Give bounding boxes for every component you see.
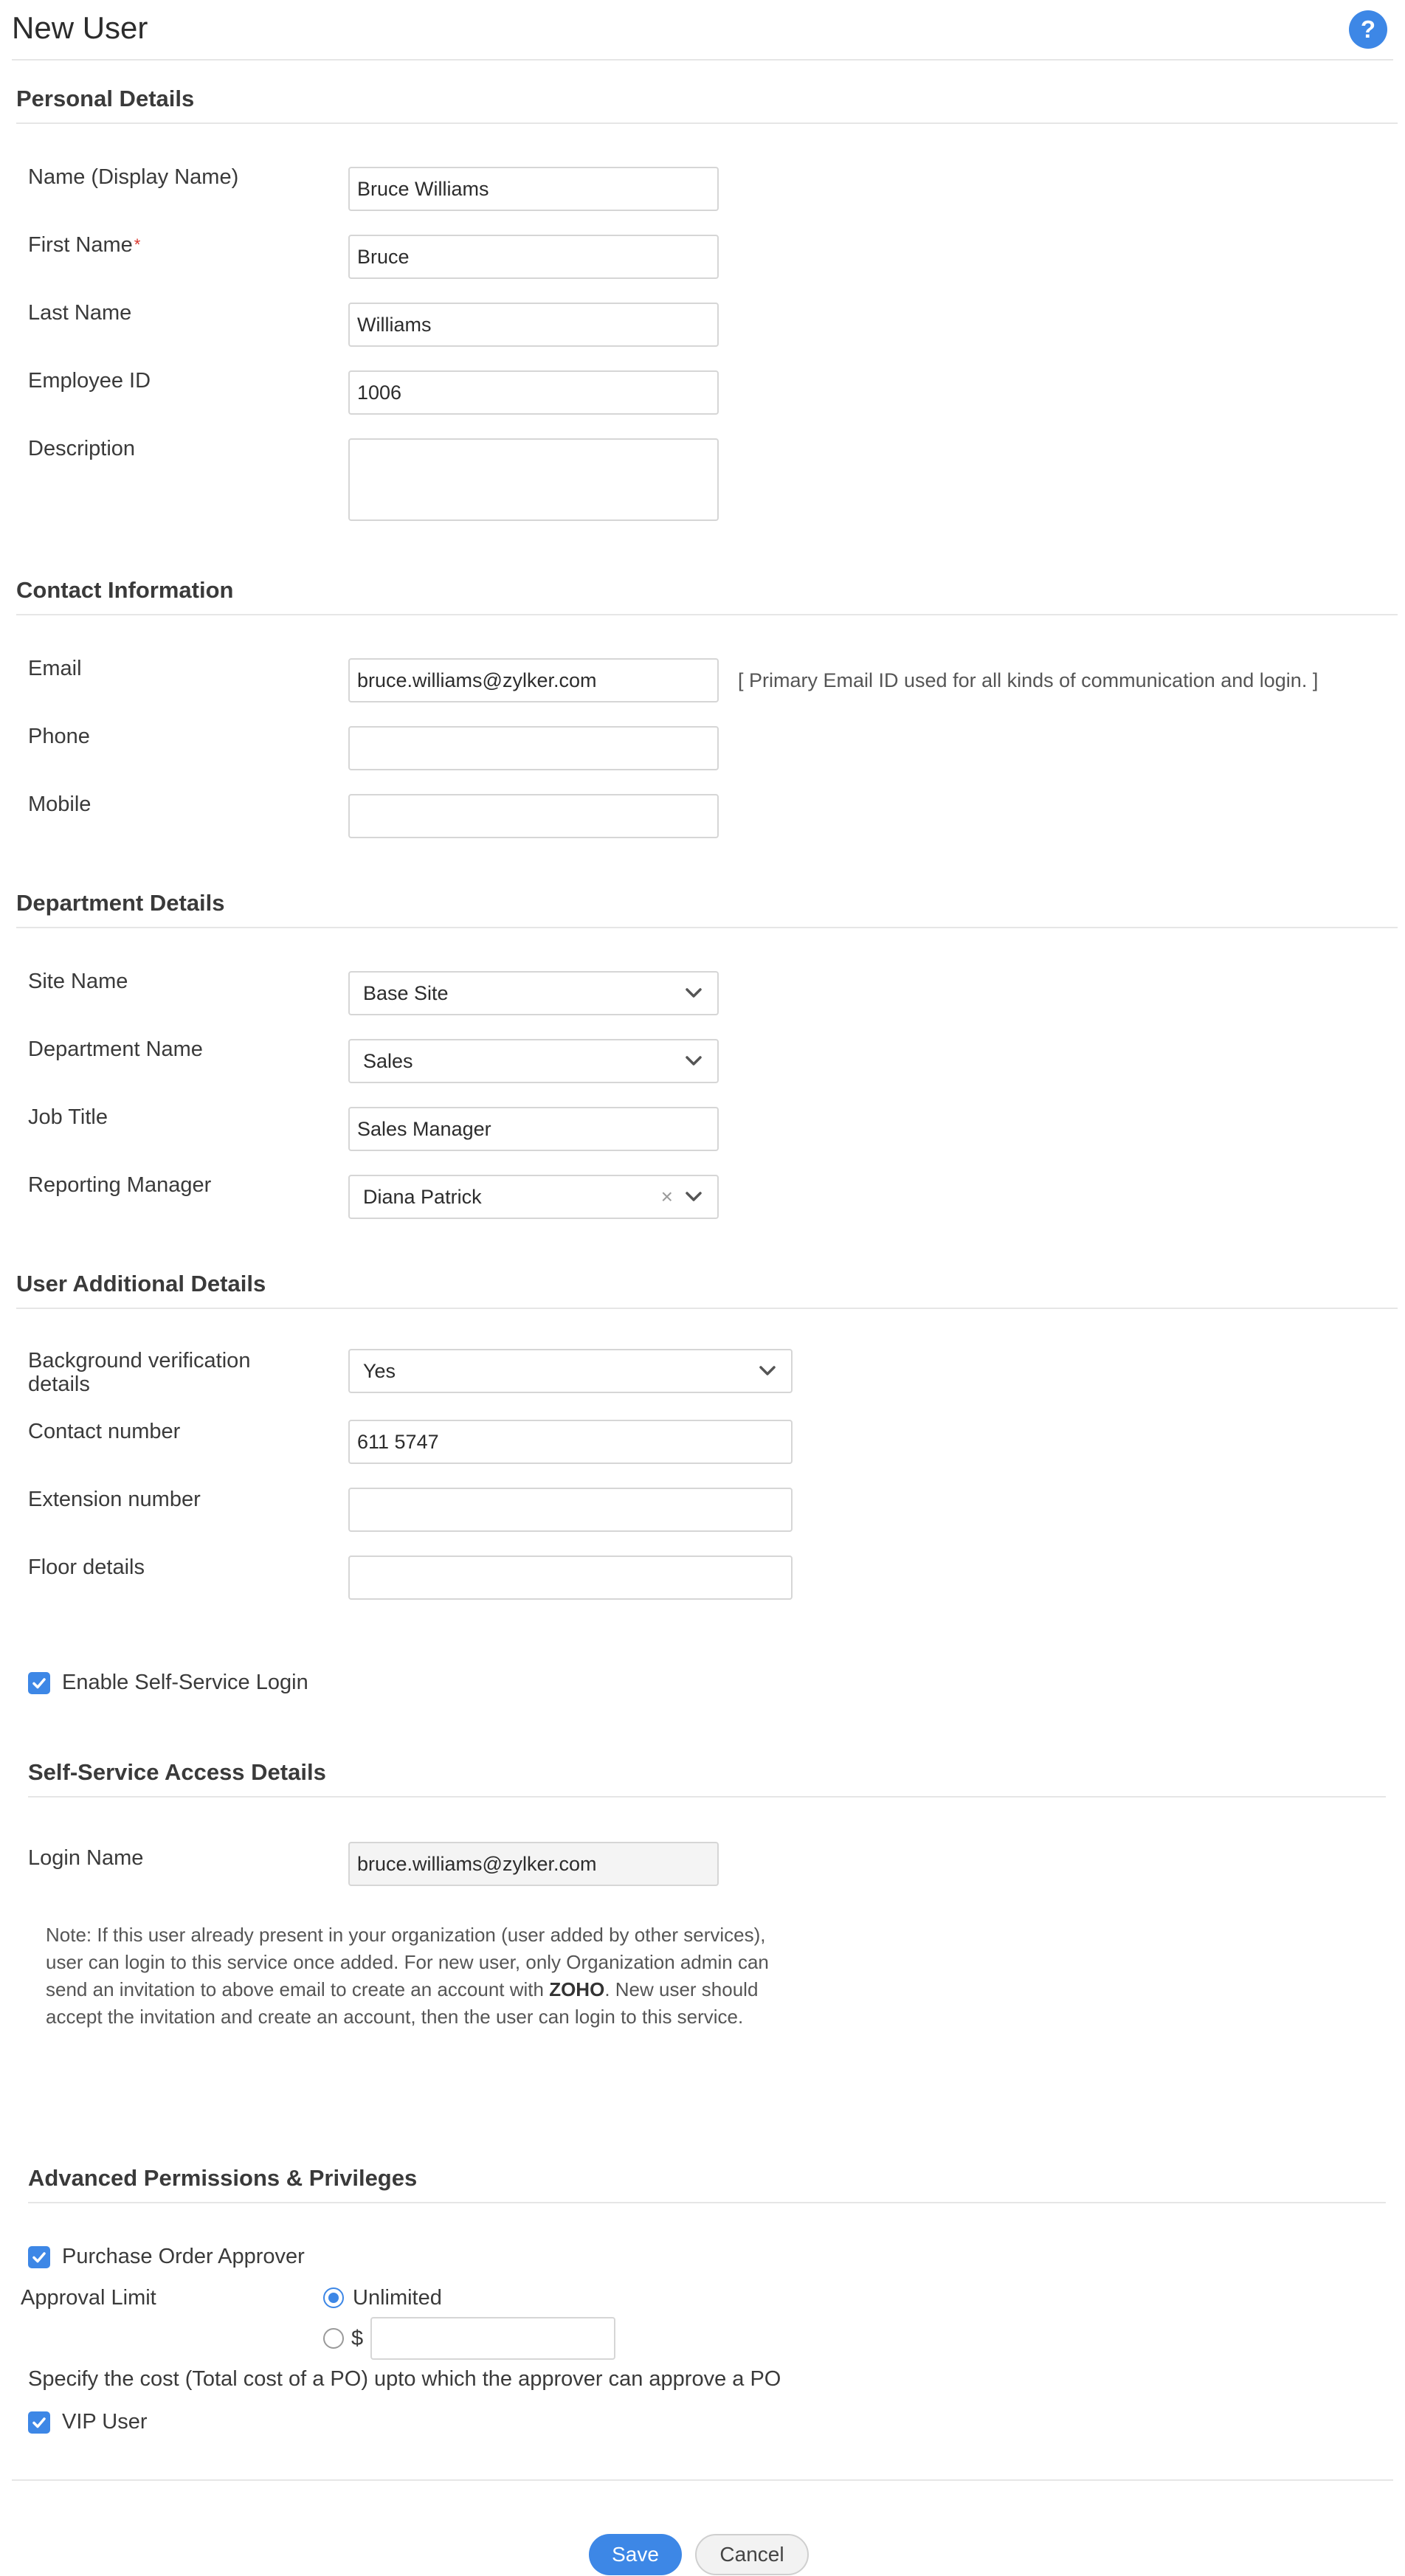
custom-limit-radio[interactable] — [323, 2328, 344, 2349]
reporting-manager-value: Diana Patrick — [363, 1186, 482, 1208]
save-button[interactable]: Save — [589, 2534, 682, 2575]
section-divider — [16, 927, 1398, 928]
first-name-label-text: First Name — [28, 233, 133, 257]
extension-number-label: Extension number — [28, 1488, 201, 1511]
approval-limit-label: Approval Limit — [21, 2286, 156, 2310]
description-label: Description — [28, 437, 136, 460]
department-name-label: Department Name — [28, 1037, 203, 1061]
checkmark-icon — [28, 1672, 50, 1694]
login-name-label: Login Name — [28, 1846, 144, 1870]
chevron-down-icon — [683, 983, 704, 1004]
section-divider — [16, 1308, 1398, 1309]
section-self-service-access-details: Self-Service Access Details — [28, 1759, 326, 1785]
section-department-details: Department Details — [16, 890, 225, 916]
extension-number-input[interactable] — [348, 1488, 793, 1532]
floor-details-input[interactable] — [348, 1555, 793, 1600]
display-name-label: Name (Display Name) — [28, 165, 239, 189]
job-title-label: Job Title — [28, 1105, 108, 1129]
note-text-part2: . New user should accept the invitation and create an account, then the user can login to this service. — [46, 1978, 759, 2028]
reporting-manager-label: Reporting Manager — [28, 1173, 212, 1197]
email-label: Email — [28, 657, 82, 680]
zoho-brand: ZOHO — [549, 1978, 605, 2000]
email-hint: [ Primary Email ID used for all kinds of communication and login. ] — [738, 669, 1319, 691]
last-name-label: Last Name — [28, 301, 132, 325]
self-service-note — [46, 1921, 798, 2031]
section-divider — [16, 614, 1398, 615]
cancel-button[interactable]: Cancel — [695, 2534, 809, 2575]
employee-id-label: Employee ID — [28, 369, 151, 393]
mobile-input[interactable] — [348, 794, 719, 838]
chevron-down-icon — [757, 1361, 778, 1381]
currency-symbol: $ — [351, 2327, 364, 2350]
chevron-down-icon — [683, 1187, 704, 1207]
site-name-select[interactable] — [348, 971, 719, 1015]
contact-number-label: Contact number — [28, 1420, 181, 1443]
background-verification-label — [28, 1347, 250, 1398]
floor-details-label: Floor details — [28, 1555, 145, 1579]
background-verification-select[interactable] — [348, 1349, 793, 1393]
phone-label: Phone — [28, 725, 90, 748]
section-contact-information: Contact Information — [16, 577, 234, 603]
purchase-order-approver-checkbox[interactable] — [28, 2246, 50, 2268]
chevron-down-icon — [683, 1051, 704, 1071]
background-verification-label-line1: Background verification — [28, 1349, 251, 1372]
section-divider — [28, 2202, 1386, 2203]
first-name-label — [28, 232, 140, 258]
clear-icon[interactable]: × — [660, 1185, 673, 1208]
vip-user-label[interactable]: VIP User — [62, 2410, 148, 2434]
phone-input[interactable] — [348, 726, 719, 770]
employee-id-input[interactable] — [348, 370, 719, 415]
section-advanced-permissions: Advanced Permissions & Privileges — [28, 2165, 418, 2191]
login-name-input[interactable] — [348, 1842, 719, 1886]
enable-self-service-checkbox[interactable] — [28, 1672, 50, 1694]
display-name-input[interactable] — [348, 167, 719, 211]
unlimited-radio[interactable] — [323, 2287, 344, 2308]
enable-self-service-label[interactable]: Enable Self-Service Login — [62, 1671, 308, 1694]
contact-number-input[interactable] — [348, 1420, 793, 1464]
email-input[interactable] — [348, 658, 719, 702]
required-mark: * — [134, 235, 141, 254]
approval-limit-help-text: Specify the cost (Total cost of a PO) upto which the approver can approve a PO — [28, 2367, 781, 2391]
last-name-input[interactable] — [348, 303, 719, 347]
approval-amount-input[interactable] — [370, 2317, 615, 2360]
page-title: New User — [12, 10, 148, 45]
site-name-value: Base Site — [363, 982, 449, 1004]
help-icon[interactable]: ? — [1349, 10, 1387, 49]
section-user-additional-details: User Additional Details — [16, 1271, 266, 1296]
unlimited-label[interactable]: Unlimited — [353, 2286, 442, 2310]
first-name-input[interactable] — [348, 235, 719, 279]
department-name-value: Sales — [363, 1050, 413, 1072]
job-title-input[interactable] — [348, 1107, 719, 1151]
department-name-select[interactable] — [348, 1039, 719, 1083]
background-verification-label-line2: details — [28, 1372, 90, 1396]
mobile-label: Mobile — [28, 793, 92, 816]
vip-user-checkbox[interactable] — [28, 2411, 50, 2434]
header-divider — [12, 59, 1393, 61]
background-verification-value: Yes — [363, 1360, 396, 1382]
checkmark-icon — [28, 2411, 50, 2434]
section-divider — [16, 122, 1398, 124]
footer-divider — [12, 2479, 1393, 2481]
purchase-order-approver-label[interactable]: Purchase Order Approver — [62, 2245, 305, 2268]
description-textarea[interactable] — [348, 438, 719, 521]
section-personal-details: Personal Details — [16, 86, 195, 111]
reporting-manager-select[interactable] — [348, 1175, 719, 1219]
note-text-part1: Note: If this user already present in your organization (user added by other services), user can login to this service once added. For new user, only Organization admin can send an invitation to above email to create an account with — [46, 1924, 769, 2000]
section-divider — [28, 1796, 1386, 1798]
site-name-label: Site Name — [28, 970, 128, 993]
checkmark-icon — [28, 2246, 50, 2268]
